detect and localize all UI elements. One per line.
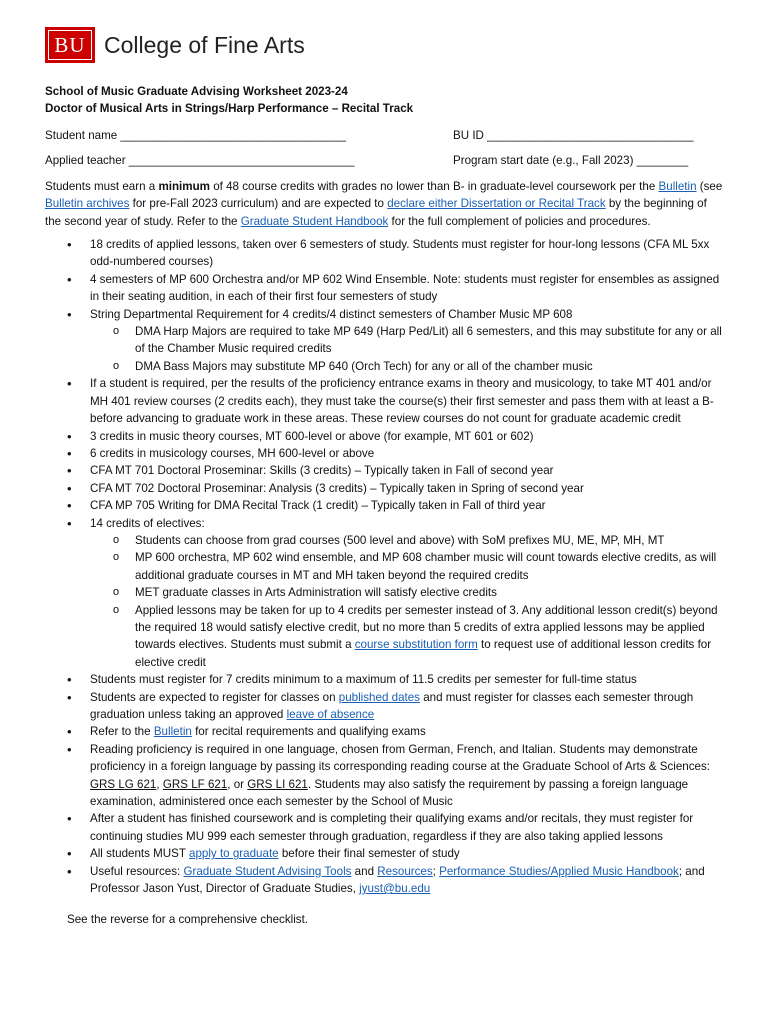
sub-list-item-text: to request use of additional lesson credits for elective credit (135, 638, 712, 669)
program-title: Doctor of Musical Arts in Strings/Harp Performance – Recital Track (45, 102, 414, 116)
sub-list-item-text: Applied lessons may be taken for up to 4 credits per semester instead of 3. Any additional lesson credit(s) beyond the required 18 would satisfy elective credit, but no more than 5 credits of extra applied lessons may be applied towards electives. Students must submit a (135, 603, 718, 652)
list-item-text: Students are expected to register for classes on (90, 690, 339, 704)
list-item (45, 306, 725, 376)
declare-track-link[interactable]: declare either Dissertation or Recital Track (387, 197, 606, 211)
sub-list (90, 323, 725, 375)
sub-list-item: o Students can choose from grad courses (500 level and above) with SoM prefixes MU, ME, MP, MH, MT (90, 532, 725, 549)
list-item (45, 689, 725, 724)
list-item-text: 14 credits of electives: (90, 516, 205, 530)
list-item-text: Refer to the (90, 725, 154, 739)
list-item-text: and must register for classes each semester through graduation unless taking an approved (90, 690, 694, 721)
field-row-2 (45, 152, 725, 169)
separator: , (156, 777, 163, 791)
graduate-handbook-link[interactable]: Graduate Student Handbook (240, 214, 389, 228)
sub-list-item: o MET graduate classes in Arts Administration will satisfy elective credits (90, 584, 725, 601)
list-item-text: All students MUST (90, 847, 190, 861)
sub-list (90, 532, 725, 671)
separator: ; (432, 864, 440, 878)
intro-text: of 48 course credits with grades no lower than B- in graduate-level coursework per the (209, 179, 659, 193)
list-item-text: Reading proficiency is required in one language, chosen from German, French, and Italian. Students may demonstrate proficiency in a foreign language by passing its corresponding reading course at the Graduate School of Arts & Sciences: (90, 742, 710, 774)
worksheet-title: School of Music Graduate Advising Worksheet 2023-24 (45, 85, 348, 98)
leave-of-absence-link[interactable]: leave of absence (286, 708, 375, 721)
list-item-text: String Departmental Requirement for 4 credits/4 distinct semesters of Chamber Music MP 608 (90, 307, 573, 321)
list-item (45, 741, 725, 811)
list-item: • 3 credits in music theory courses, MT 600-level or above (for example, MT 601 or 602) (45, 428, 725, 445)
course-substitution-form-link[interactable]: course substitution form (354, 638, 478, 652)
bu-logo[interactable]: BU (45, 27, 95, 63)
bulletin-archives-link[interactable]: Bulletin archives (45, 197, 130, 211)
list-item (45, 863, 725, 898)
separator: , or (227, 777, 248, 791)
bulletin-link[interactable]: Bulletin (658, 179, 697, 193)
requirements-list (45, 236, 725, 897)
list-item: • 18 credits of applied lessons, taken over 6 semesters of study. Students must register for hour-long lessons (CFA ML 5xx odd-numbered courses) (45, 236, 725, 271)
resources-link[interactable]: Resources (377, 864, 433, 878)
sub-list-item (90, 602, 725, 672)
list-item: • 4 semesters of MP 600 Orchestra and/or MP 602 Wind Ensemble. Note: students must register for ensembles as assigned in their seating audition, in each of their first four semesters of study (45, 271, 725, 306)
list-item-text: before their final semester of study (278, 847, 460, 861)
document-body (45, 83, 725, 940)
list-item (45, 515, 725, 672)
list-item: • 6 credits in musicology courses, MH 600-level or above (45, 445, 725, 462)
course-grs-lf-621: GRS LF 621 (162, 777, 228, 791)
intro-paragraph (45, 178, 725, 230)
performance-handbook-link[interactable]: Performance Studies/Applied Music Handbook (439, 864, 679, 878)
course-grs-lg-621: GRS LG 621 (90, 777, 157, 791)
list-item: • Students must register for 7 credits minimum to a maximum of 11.5 credits per semester for full-time status (45, 671, 725, 688)
intro-text: for the full complement of policies and procedures. (388, 214, 651, 228)
sub-list-item: o DMA Bass Majors may substitute MP 640 (Orch Tech) for any or all of the chamber music (90, 358, 725, 375)
course-grs-li-621: GRS LI 621 (247, 777, 308, 791)
footer-note: See the reverse for a comprehensive checklist. (67, 913, 309, 927)
intro-text: (see (696, 179, 723, 193)
student-name-field[interactable]: Student name ___________________________________ (45, 128, 347, 142)
program-start-field[interactable]: Program start date (e.g., Fall 2023) ________ (453, 153, 689, 167)
separator: and (351, 864, 378, 878)
list-item: • CFA MT 702 Doctoral Proseminar: Analysis (3 credits) – Typically taken in Spring of second year (45, 480, 725, 497)
bu-id-field[interactable]: BU ID ________________________________ (453, 128, 694, 142)
list-item-text: ; and Professor Jason Yust, Director of Graduate Studies, (90, 864, 705, 896)
applied-teacher-field[interactable]: Applied teacher ___________________________________ (45, 153, 355, 167)
list-item: • CFA MP 705 Writing for DMA Recital Track (1 credit) – Typically taken in Fall of third year (45, 497, 725, 514)
header (45, 27, 305, 63)
list-item: • After a student has finished coursework and is completing their qualifying exams and/or recitals, they must register for continuing studies MU 999 each semester through graduation, regardless if they are also taking applied lessons (45, 810, 725, 845)
field-row-1 (45, 127, 725, 144)
list-item: • If a student is required, per the results of the proficiency entrance exams in theory and musicology, to take MT 401 and/or MH 401 review courses (2 credits each), they must take the course(s) their first semester and pass them with at least a B- before advancing to graduate work in these areas. These review courses do not count for graduate academic credit (45, 375, 725, 427)
apply-to-graduate-link[interactable]: apply to graduate (189, 847, 279, 861)
list-item (45, 723, 725, 740)
list-item: • CFA MT 701 Doctoral Proseminar: Skills (3 credits) – Typically taken in Fall of second year (45, 462, 725, 479)
list-item (45, 845, 725, 862)
bulletin-link-2[interactable]: Bulletin (153, 725, 192, 739)
intro-text: Students must earn a (45, 179, 159, 193)
college-name: College of Fine Arts (104, 31, 305, 58)
advising-tools-link[interactable]: Graduate Student Advising Tools (183, 864, 352, 878)
intro-text: for pre-Fall 2023 curriculum) and are expected to (129, 197, 388, 211)
email-link[interactable]: jyust@bu.edu (359, 882, 431, 896)
sub-list-item: o DMA Harp Majors are required to take MP 649 (Harp Ped/Lit) all 6 semesters, and this may substitute for any or all of the Chamber Music required credits (90, 323, 725, 358)
list-item-text: for recital requirements and qualifying exams (191, 725, 426, 739)
intro-bold: minimum (158, 179, 210, 193)
intro-text: by the beginning of the second year of study. Refer to the (45, 197, 707, 228)
list-item-text: . Students may also satisfy the requirement by passing a foreign language examination, administered once each semester by the School of Music (90, 777, 689, 809)
published-dates-link[interactable]: published dates (338, 690, 420, 704)
list-item-text: Useful resources: (90, 864, 184, 878)
sub-list-item: o MP 600 orchestra, MP 602 wind ensemble, and MP 608 chamber music will count towards elective credits, as will additional graduate courses in MT and MH taken beyond the required credits (90, 549, 725, 584)
